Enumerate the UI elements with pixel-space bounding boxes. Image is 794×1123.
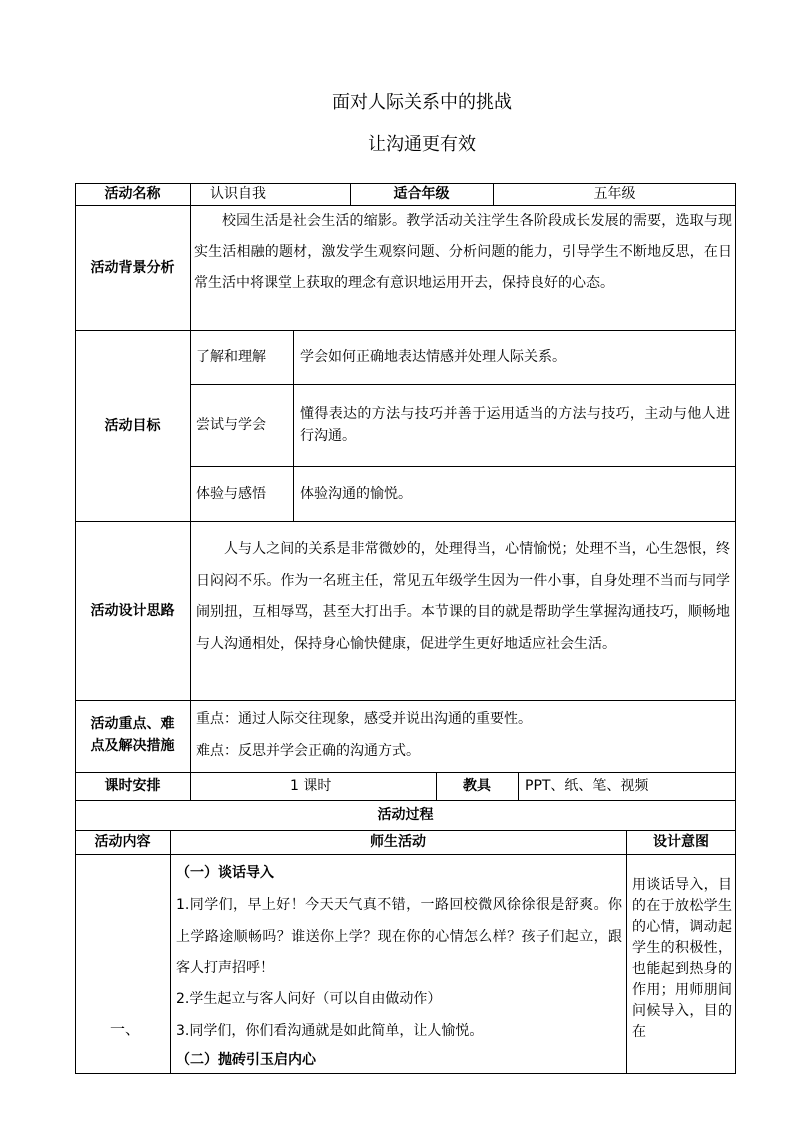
keypoints-label	[75, 713, 190, 757]
column-divider	[170, 830, 171, 1074]
goal-text: 体验沟通的愉悦。	[300, 485, 412, 502]
section-heading: （一）谈话导入	[176, 865, 274, 881]
activity-name-value: 认识自我	[210, 186, 266, 202]
col-content-header: 活动内容	[94, 834, 151, 850]
row-divider	[75, 700, 736, 701]
activity-item: 3.同学们，你们看沟通就是如此简单，让人愉悦。	[176, 1023, 484, 1039]
section-heading: （二）抛砖引玉启内心	[176, 1052, 316, 1068]
row-divider	[75, 854, 736, 855]
keypoints-label-line: 活动重点、难	[90, 716, 175, 732]
grade-label: 适合年级	[393, 186, 450, 202]
activity-item: 2.学生起立与客人问好（可以自由做动作）	[176, 991, 442, 1007]
tools-label: 教具	[463, 778, 491, 794]
difficulty-text: 难点：反思并学会正确的沟通方式。	[196, 743, 420, 759]
page-title: 面对人际关系中的挑战	[332, 92, 512, 113]
keypoints-label-line: 点及解决措施	[90, 738, 175, 754]
goal-name: 体验与感悟	[196, 485, 266, 502]
design-label: 活动设计思路	[90, 602, 175, 619]
process-heading: 活动过程	[377, 807, 434, 823]
goal-text: 学会如何正确地表达情感并处理人际关系。	[300, 349, 566, 365]
goals-label: 活动目标	[104, 417, 161, 434]
section-number: 一、	[110, 1020, 141, 1038]
background-text: 校园生活是社会生活的缩影。教学活动关注学生各阶段成长发展的需要，选取与现实生活相融的题材，激发学生观察问题、分析问题的能力，引导学生不断地反思，在日常生活中将课堂上获取的理念有意识地运用开去，保持良好的心态。	[194, 213, 732, 291]
goal-text: 懂得表达的方法与技巧并善于运用适当的方法与技巧，主动与他人进行沟通。	[300, 406, 730, 444]
activity-name-label: 活动名称	[104, 186, 161, 202]
design-intent-text: 用谈话导入，目的在于放松学生的心情，调动起学生的积极性，也能起到热身的作用；用师朋间问候导入，目的在	[632, 877, 732, 1040]
col-intent-header: 设计意图	[653, 834, 709, 850]
schedule-label: 课时安排	[104, 778, 161, 794]
design-text: 人与人之间的关系是非常微妙的，处理得当，心情愉悦；处理不当，心生怨恨，终日闷闷不乐。作为一名班主任，常见五年级学生因为一件小事，自身处理不当而与同学闹别扭，互相辱骂，甚至大打出手。本节课的目的就是帮助学生掌握沟通技巧，顺畅地与人沟通相处，保持身心愉快健康，促进学生更好地适应社会生活。	[196, 541, 730, 652]
grade-value: 五年级	[593, 186, 636, 202]
schedule-value: 1 课时	[290, 778, 332, 794]
col-activity-header: 师生活动	[370, 834, 426, 850]
background-label: 活动背景分析	[90, 259, 175, 276]
column-divider	[626, 830, 627, 1074]
page-subtitle: 让沟通更有效	[368, 134, 476, 155]
goal-name: 了解和理解	[196, 349, 266, 365]
goal-name: 尝试与学会	[196, 417, 266, 433]
activity-paragraph: 1.同学们，早上好！今天天气真不错，一路回校微风徐徐很是舒爽。你上学路途顺畅吗？谁送你上学？现在你的心情怎么样？孩子们起立，跟客人打声招呼！	[176, 897, 622, 976]
tools-value: PPT、纸、笔、视频	[525, 778, 649, 794]
focus-text: 重点：通过人际交往现象，感受并说出沟通的重要性。	[196, 711, 532, 727]
